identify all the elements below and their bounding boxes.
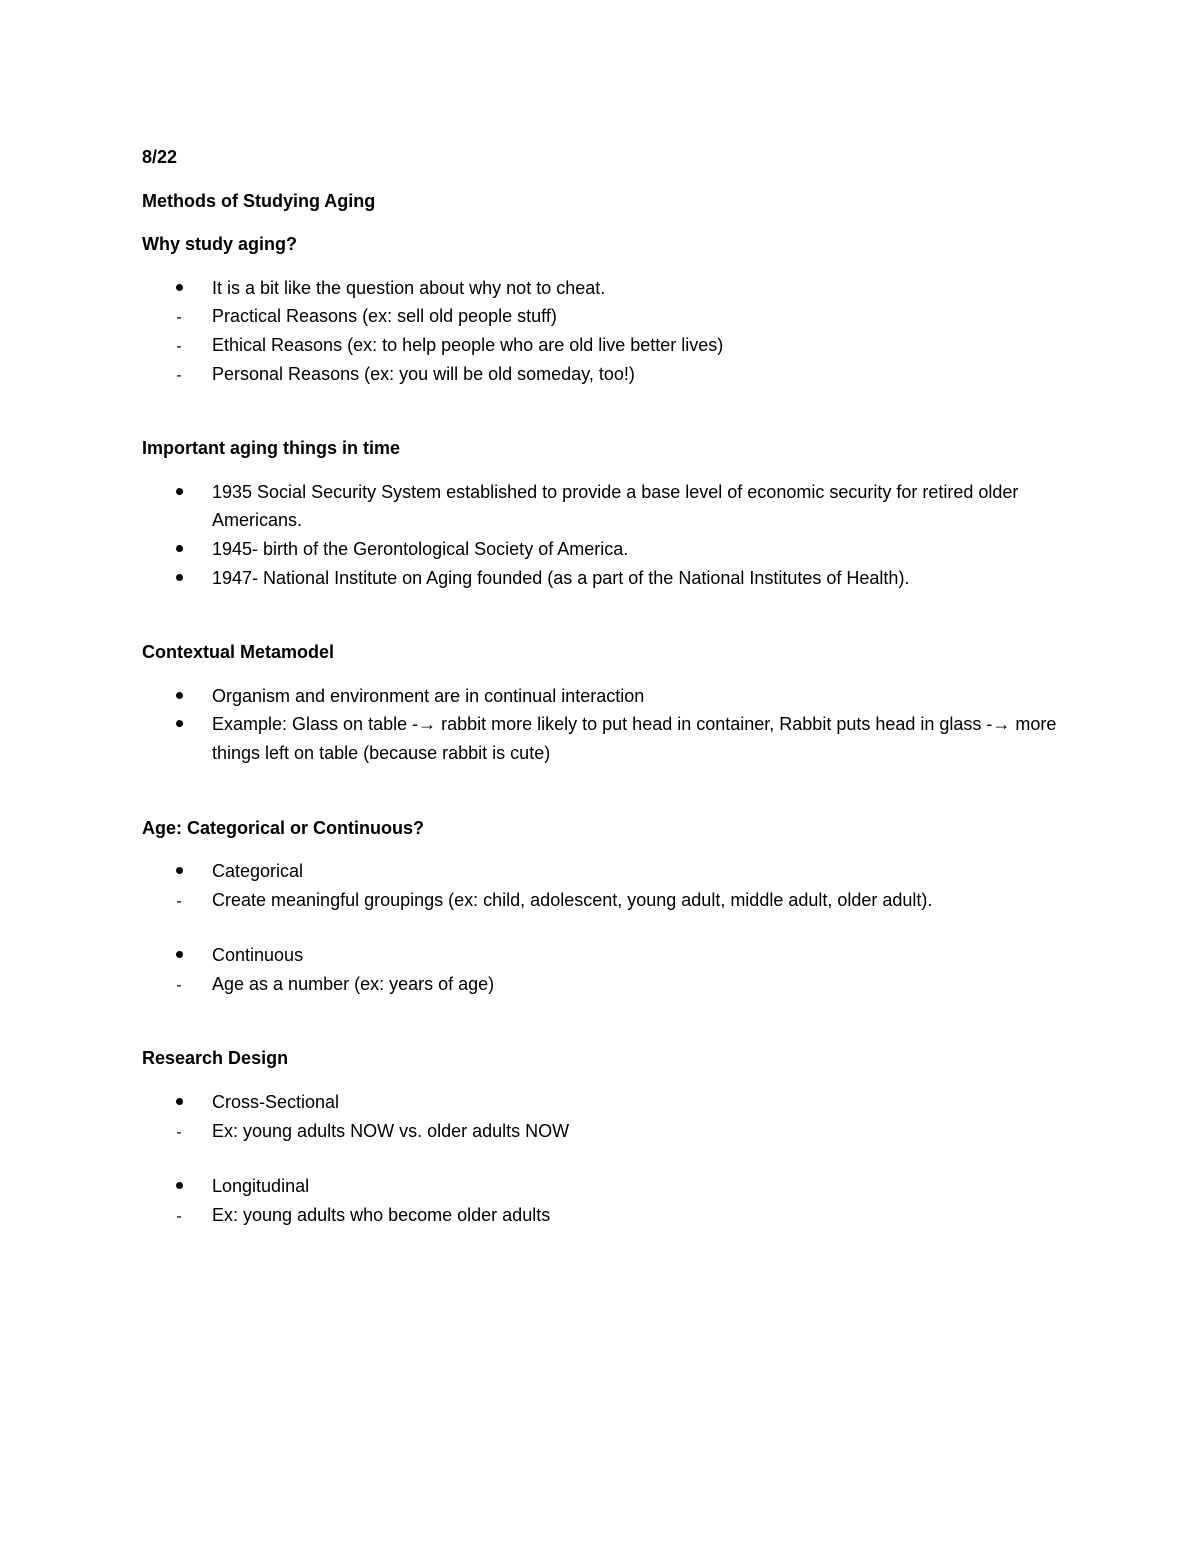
bullet-icon xyxy=(172,941,186,970)
list-item xyxy=(142,886,1072,915)
dash-icon: - xyxy=(176,366,182,384)
list-item-text: 1947- National Institute on Aging founded (as a part of the National Institutes of Health). xyxy=(212,567,910,588)
list-item-text: Example: Glass on table -→ rabbit more likely to put head in container, Rabbit puts head in glass -→ more things left on table (because rabbit is cute) xyxy=(212,714,1057,763)
list-timeline xyxy=(142,478,1072,592)
list-item-text: Longitudinal xyxy=(212,1176,310,1197)
section-heading-age: Age: Categorical or Continuous? xyxy=(142,817,425,838)
group-gap xyxy=(142,914,1072,941)
list-age-continuous xyxy=(142,941,1072,998)
list-item-text: Organism and environment are in continual interaction xyxy=(212,685,645,706)
list-why xyxy=(142,274,1072,388)
list-item xyxy=(142,478,1072,535)
bullet-icon xyxy=(172,274,186,303)
bullet-icon xyxy=(172,682,186,711)
dash-icon: - xyxy=(176,309,182,327)
list-item-text: 1945- birth of the Gerontological Society of America. xyxy=(212,538,629,559)
list-item-text: Ex: young adults who become older adults xyxy=(212,1204,551,1225)
group-gap xyxy=(142,1145,1072,1172)
bullet-icon xyxy=(172,1088,186,1117)
list-age-categorical xyxy=(142,857,1072,914)
section-gap xyxy=(142,998,1072,1044)
list-item xyxy=(142,710,1072,767)
list-item xyxy=(142,302,1072,331)
bullet-icon xyxy=(172,478,186,507)
dash-icon: - xyxy=(176,892,182,910)
dash-icon: - xyxy=(176,976,182,994)
bullet-icon xyxy=(172,564,186,593)
document-body xyxy=(142,143,1072,1229)
list-item xyxy=(142,1201,1072,1230)
list-design-cross xyxy=(142,1088,1072,1145)
section-gap xyxy=(142,768,1072,814)
list-item-text: Create meaningful groupings (ex: child, adolescent, young adult, middle adult, older adult). xyxy=(212,889,933,910)
section-gap xyxy=(142,592,1072,638)
list-item-text: Continuous xyxy=(212,945,304,966)
list-item xyxy=(142,331,1072,360)
list-item xyxy=(142,682,1072,711)
dash-icon: - xyxy=(176,1123,182,1141)
list-item-text: Ex: young adults NOW vs. older adults NOW xyxy=(212,1120,570,1141)
page-title: Methods of Studying Aging xyxy=(142,190,376,211)
list-item xyxy=(142,970,1072,999)
list-design-longitudinal xyxy=(142,1172,1072,1229)
list-item xyxy=(142,535,1072,564)
list-item xyxy=(142,1172,1072,1201)
section-gap xyxy=(142,388,1072,434)
list-item xyxy=(142,1117,1072,1146)
list-item-text: Practical Reasons (ex: sell old people stuff) xyxy=(212,306,557,327)
bullet-icon xyxy=(172,857,186,886)
section-heading-metamodel: Contextual Metamodel xyxy=(142,642,335,663)
bullet-icon xyxy=(172,710,186,739)
list-item xyxy=(142,360,1072,389)
date-heading: 8/22 xyxy=(142,147,178,167)
list-item-text: It is a bit like the question about why not to cheat. xyxy=(212,277,606,298)
list-item-text: Age as a number (ex: years of age) xyxy=(212,973,495,994)
list-item-text: Ethical Reasons (ex: to help people who are old live better lives) xyxy=(212,334,724,355)
list-item xyxy=(142,941,1072,970)
section-heading-design: Research Design xyxy=(142,1048,289,1069)
bullet-icon xyxy=(172,535,186,564)
list-metamodel xyxy=(142,682,1072,768)
list-item-text: 1935 Social Security System established to provide a base level of economic security for retired older Americans. xyxy=(212,481,1019,531)
list-item-text: Categorical xyxy=(212,861,304,882)
section-heading-timeline: Important aging things in time xyxy=(142,438,400,459)
dash-icon: - xyxy=(176,1207,182,1225)
list-item xyxy=(142,274,1072,303)
section-heading-why: Why study aging? xyxy=(142,234,297,255)
bullet-icon xyxy=(172,1172,186,1201)
list-item xyxy=(142,564,1072,593)
list-item xyxy=(142,857,1072,886)
list-item xyxy=(142,1088,1072,1117)
dash-icon: - xyxy=(176,337,182,355)
list-item-text: Personal Reasons (ex: you will be old someday, too!) xyxy=(212,363,635,384)
list-item-text: Cross-Sectional xyxy=(212,1092,340,1113)
